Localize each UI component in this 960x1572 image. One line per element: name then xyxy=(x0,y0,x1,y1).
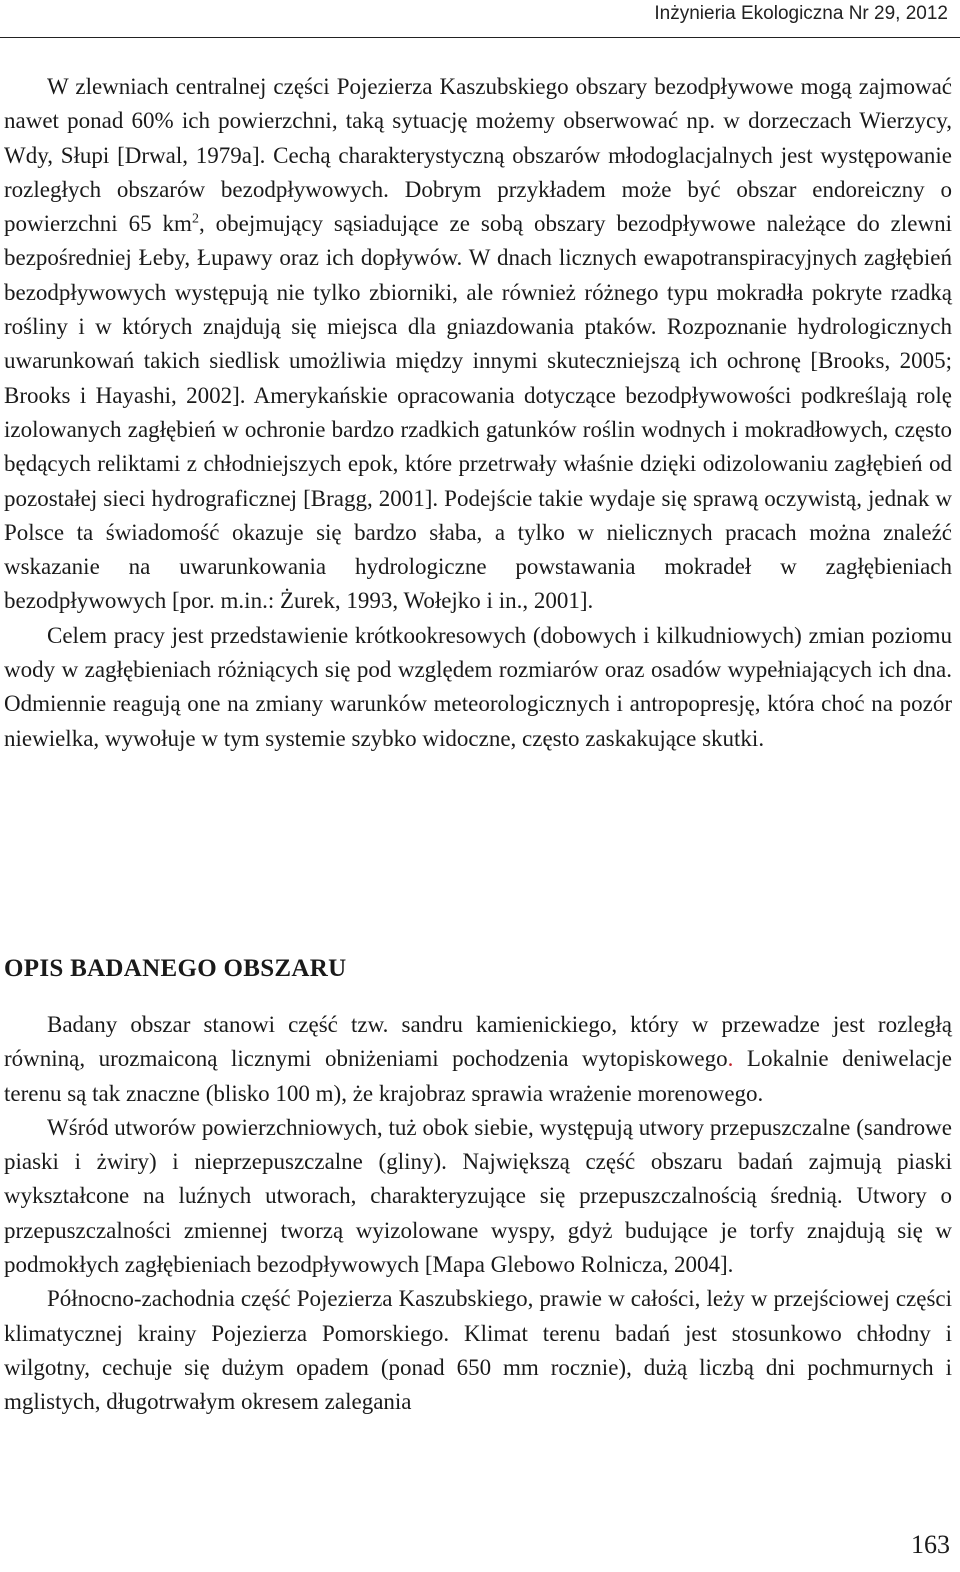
section-p1-text: Badany obszar stanowi część tzw. sandru kamienickiego, który w przewadze jest rozległą równiną, urozmaiconą licznymi obniżeniami pochodzenia wytopiskowego xyxy=(4,1012,952,1072)
section-text xyxy=(4,1008,952,1420)
intro-paragraph-1 xyxy=(4,70,952,619)
section-paragraph-1 xyxy=(4,1008,952,1111)
section-paragraph-3: Północno-zachodnia część Pojezierza Kaszubskiego, prawie w całości, leży w przejściowej części klimatycznej krainy Pojezierza Pomorskiego. Klimat terenu badań jest stosunkowo chłodny i wilgotny, cechuje się dużym opadem (ponad 650 mm rocznie), dużą liczbą dni pochmurnych i mglistych, długotrwałym okresem zalegania xyxy=(4,1286,952,1415)
superscript-2: 2 xyxy=(191,211,199,227)
running-header: Inżynieria Ekologiczna Nr 29, 2012 xyxy=(654,3,948,24)
intro-p1-text-a: W zlewniach centralnej części Pojezierza Kaszubskiego obszary bezodpływowe mogą zajmować nawet ponad 60% ich powierzchni, taką sytuację możemy obserwować np. w dorzeczach Wierzycy, Wdy, Słupi [Drwal, 1979a]. Cechą charakterystyczną obszarów młodoglacjalnych jest występowanie rozległych obszarów bezodpływowych. Dobrym przykładem może być obszar endoreiczny o powierzchni 65 km xyxy=(4,74,952,237)
intro-paragraph-2: Celem pracy jest przedstawienie krótkookresowych (dobowych i kilkudniowych) zmian poziomu wody w zagłębieniach różniących się pod względem rozmiarów oraz osadów wypełniających ich dna. Odmiennie reagują one na zmiany warunków meteorologicznych i antropopresję, która choć na pozór niewielka, wywołuje w tym systemie szybko widoczne, często zaskakujące skutki. xyxy=(4,622,952,751)
red-period-mark: . xyxy=(727,1046,734,1072)
section-paragraph-2: Wśród utworów powierzchniowych, tuż obok siebie, występują utwory przepuszczalne (sandrowe piaski i żwiry) i nieprzepuszczalne (gliny). Największą część obszaru badań zajmują piaski wykształcone na luźnych utworach, charakteryzujące się przepuszczalnością średnią. Utwory o przepuszczalności zmiennej tworzą wyizolowane wyspy, gdyż budujące je torfy znajdują się w podmokłych zagłębieniach bezodpływowych [Mapa Glebowo Rolnicza, 2004]. xyxy=(4,1114,952,1278)
page-number: 163 xyxy=(911,1530,950,1559)
section-p1-tail: Lokalnie deniwelacje terenu są tak znaczne (blisko 100 m), że krajobraz sprawia wrażenie morenowego. xyxy=(4,1046,952,1106)
header-rule xyxy=(0,37,960,38)
intro-p1-text-b: , obejmujący sąsiadujące ze sobą obszary bezodpływowe należące do zlewni bezpośredniej Łeby, Łupawy oraz ich dopływów. W dnach licznych ewapotranspiracyjnych zagłębień bezodpływowych występują nie tylko zbiorniki, ale również różnego typu mokradła pokryte rzadką rośliny i w których znajdują się miejsca dla gniazdowania ptaków. Rozpoznanie hydrologicznych uwarunkowań takich siedlisk umożliwia między innymi skuteczniejszą ich ochronę [Brooks, 2005; Brooks i Hayashi, 2002]. Amerykańskie opracowania dotyczące bezodpływowości podkreślają rolę izolowanych zagłębień w ochronie bardzo rzadkich gatunków roślin wodnych i mokradłowych, często będących reliktami z chłodniejszych epok, które przetrwały właśnie dzięki odizolowaniu zagłębień od pozostałej sieci hydrograficznej [Bragg, 2001]. Podejście takie wydaje się sprawą oczywistą, jednak w Polsce ta świadomość okazuje się bardzo słaba, a tylko w nielicznych pracach można znaleźć wskazanie na uwarunkowania hydrologiczne powstawania mokradeł w zagłębieniach bezodpływowych [por. m.in.: Żurek, 1993, Wołejko i in., 2001]. xyxy=(4,211,952,614)
section-heading: OPIS BADANEGO OBSZARU xyxy=(4,955,347,982)
intro-text xyxy=(4,70,952,756)
